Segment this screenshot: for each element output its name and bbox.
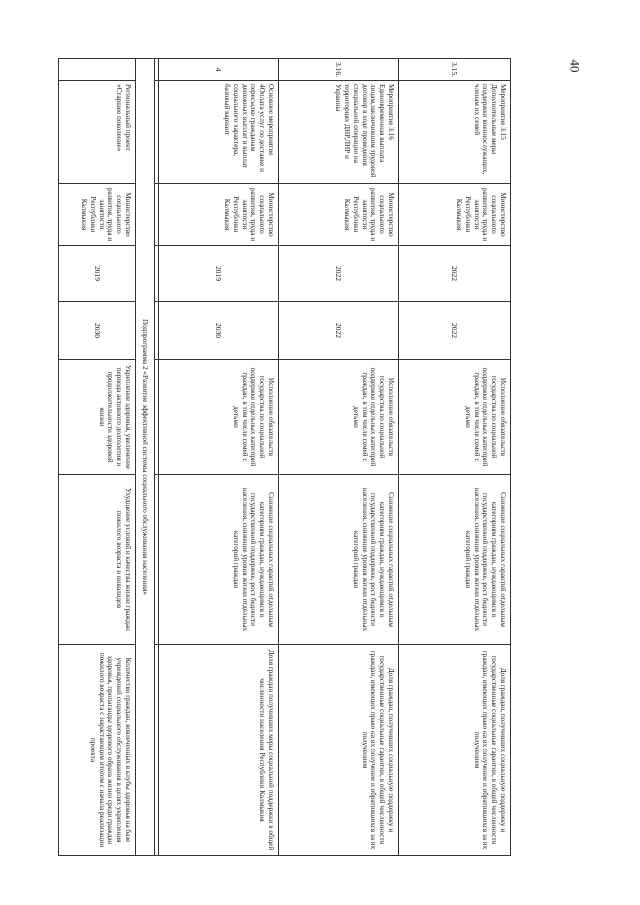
consequence-cell: Снижение социальных гарантий отдельным категориям граждан, нуждающимся в государственной поддержке, рост бедности населения, снижение уровня жизни отдельных категорий граждан xyxy=(159,475,279,645)
table-row xyxy=(159,59,279,856)
subprogram-title: Подпрограмма 2 «Развитие эффективной системы социального обслуживания населения» xyxy=(136,59,155,856)
indicator-cell: Количество граждан, вовлеченных в клубы здоровья на базе учреждений социального обслуживания в целях укрепления здоровья, пропаганды здорового образа жизни среди граждан пожилого возраста с нарастающим итогом с начала реализации проекта xyxy=(59,645,136,856)
end-year-cell: 2030 xyxy=(159,302,279,360)
table-row-gap xyxy=(155,59,159,856)
rotated-table-wrapper xyxy=(62,58,511,855)
consequence-cell: Снижение социальных гарантий отдельным категориям граждан, нуждающимся в государственной поддержке, рост бедности населения, снижение уровня жизни отдельных категорий граждан xyxy=(279,475,399,645)
row-number xyxy=(59,59,136,81)
event-cell: Региональный проект «Старшее поколение» xyxy=(59,81,136,184)
end-year-cell: 2022 xyxy=(279,302,399,360)
start-year-cell: 2019 xyxy=(159,246,279,302)
end-year-cell: 2022 xyxy=(399,302,511,360)
row-number: 3.15. xyxy=(399,59,511,81)
end-year-cell: 2030 xyxy=(59,302,136,360)
table-row xyxy=(399,59,511,856)
table-row xyxy=(279,59,399,856)
measures-table xyxy=(58,58,511,856)
consequence-cell: Ухудшение условий и качества жизни граждан пожилого возраста и инвалидов xyxy=(59,475,136,645)
indicator-cell: Доля граждан, получивших социальную поддержку и государственные социальные гарантии, в общей численности граждан, имеющих право на их получение и обратившихся за их получением xyxy=(279,645,399,856)
executor-cell: Министерство социального развития, труда и занятости Республики Калмыкия xyxy=(399,184,511,246)
result-cell: Исполнение обязательств государства по социальной поддержке отдельных категорий граждан, в том числе семей с детьми xyxy=(399,360,511,475)
event-cell: Мероприятие 3.15 Дополнительные меры поддержки военнослужащих, членам их семей xyxy=(399,81,511,184)
event-cell: Основное мероприятие 4Оплата услуг по доставке и пересылке гражданам денежных выплат и выплат социального характера, базовый вариант xyxy=(159,81,279,184)
row-number: 3.16. xyxy=(279,59,399,81)
indicator-cell: Доля граждан получивших меры социальной поддержки в общей численности населения Республики Калмыкия xyxy=(159,645,279,856)
table-row xyxy=(59,59,136,856)
result-cell: Исполнение обязательств государства по социальной поддержке отдельных категорий граждан, в том числе семей с детьми xyxy=(279,360,399,475)
start-year-cell: 2019 xyxy=(59,246,136,302)
start-year-cell: 2022 xyxy=(399,246,511,302)
executor-cell: Министерство социального развития, труда и занятости Республики Калмыкия xyxy=(59,184,136,246)
subprogram-row xyxy=(136,59,155,856)
page-number: 40 xyxy=(567,59,583,73)
row-number: 4 xyxy=(159,59,279,81)
result-cell: Укрепление здоровья, увеличение периода активного долголетия и продолжительности здоровой жизни xyxy=(59,360,136,475)
executor-cell: Министерство социального развития, труда и занятости Республики Калмыкия xyxy=(279,184,399,246)
executor-cell: Министерство социального развития, труда и занятости Республики Калмыкия xyxy=(159,184,279,246)
event-cell: Мероприятие 3.16 Единовременная выплата лицам,заключившим трудовой договор в ходе проведения специальной операции на территориях ДНР,ЛНР и Украины xyxy=(279,81,399,184)
consequence-cell: Снижение социальных гарантий отдельным категориям граждан, нуждающимся в государственной поддержке, рост бедности населения, снижение уровня жизни отдельных категорий граждан xyxy=(399,475,511,645)
result-cell: Исполнение обязательств государства по социальной поддержке отдельных категорий граждан, в том числе семей с детьми xyxy=(159,360,279,475)
start-year-cell: 2022 xyxy=(279,246,399,302)
indicator-cell: Доля граждан, получивших социальную поддержку и государственные социальные гарантии, в общей численности граждан, имеющих право на их получение и обратившихся за их получением xyxy=(399,645,511,856)
